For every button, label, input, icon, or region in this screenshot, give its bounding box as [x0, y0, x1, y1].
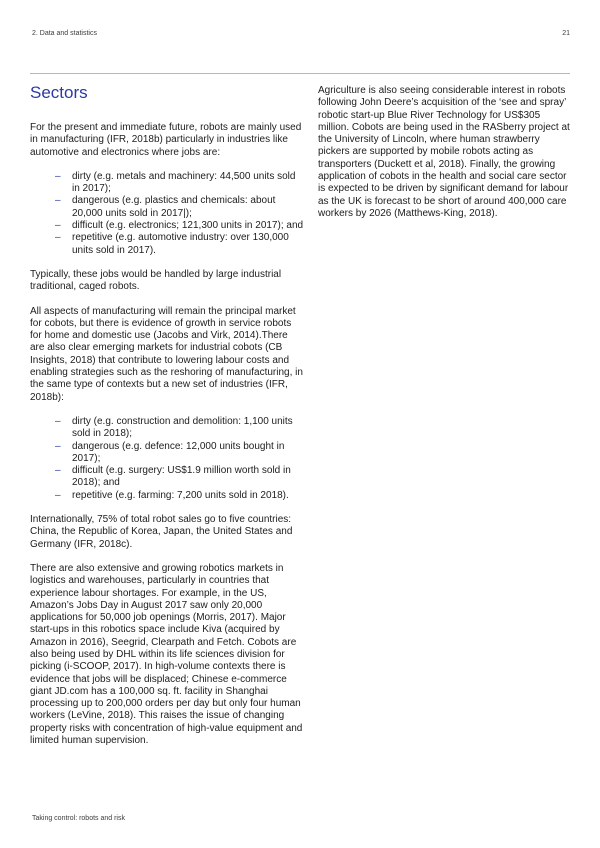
- dash-bullet: –: [55, 170, 61, 182]
- list-item-text: difficult (e.g. surgery: US$1.9 million worth sold in 2018); and: [72, 465, 291, 489]
- list-item: [30, 220, 304, 232]
- paragraph-typically: Typically, these jobs would be handled by large industrial traditional, caged robots.: [30, 268, 282, 293]
- bullet-list-2: [30, 416, 304, 502]
- list-item-text: dangerous (e.g. plastics and chemicals: about 20,000 units sold in 2017|);: [72, 195, 276, 219]
- dash-bullet: –: [55, 465, 61, 477]
- list-item-text: dirty (e.g. construction and demolition: 1,100 units sold in 2018);: [72, 415, 293, 440]
- list-item: [30, 490, 304, 502]
- page-content: [30, 82, 570, 759]
- list-item-text: difficult (e.g. electronics; 121,300 units in 2017); and: [72, 220, 304, 232]
- footer-title: Taking control: robots and risk: [32, 815, 125, 822]
- list-item: [30, 465, 304, 490]
- list-item: [30, 171, 304, 196]
- dash-bullet: –: [55, 195, 61, 207]
- paragraph-internationally: Internationally, 75% of total robot sales go to five countries: China, the Republic of Korea, Japan, the United States and Germany (IFR, 2018c).: [30, 514, 293, 550]
- header-section-label: 2. Data and statistics: [32, 30, 97, 37]
- list-item: [30, 441, 304, 466]
- list-item-text: repetitive (e.g. automotive industry: over 130,000 units sold in 2017).: [72, 232, 289, 256]
- list-item: [30, 232, 304, 257]
- paragraph-intro: For the present and immediate future, robots are mainly used in manufacturing (IFR, 2018b) particularly in industries like automotive and electronics where jobs are:: [30, 122, 302, 158]
- paragraph-logistics: There are also extensive and growing robotics markets in logistics and warehouses, particularly in countries that experience labour shortages. For example, in the US, Amazon’s Jobs Day in August 2017 saw only 20,000 applications for 50,000 job openings (Morris, 2017). Major start-ups in this robotics space include Kiva (acquired by Amazon in 2016), Seegrid, Clearpath and Fetch. Cobots are also being used by DHL within its life sciences division for picking (i-SCOOP, 2017). In high-volume contexts there is evidence that jobs will be displaced; Chinese e-commerce giant JD.com has a 100,000 sq. ft. facility in Shanghai processing up to 200,000 orders per day but only four human workers (LeVine, 2018). This raises the issue of changing property risks with concentration of high-value equipment and limited human supervision.: [30, 562, 303, 747]
- header-divider: [30, 73, 570, 74]
- dash-bullet: –: [55, 232, 61, 244]
- dash-bullet: –: [55, 489, 61, 501]
- list-item: [30, 195, 304, 220]
- paragraph-all-aspects: All aspects of manufacturing will remain the principal market for cobots, but there is evidence of growth in service robots for home and domestic use (Jacobs and Virk, 2014).There are also clear emerging markets for industrial cobots (CB Insights, 2018) that contribute to lowering labour costs and enabling strategies such as the reshoring of manufacturing, in the same type of contexts but a new set of industries (IFR, 2018b):: [30, 305, 303, 403]
- dash-bullet: –: [55, 220, 61, 232]
- list-item: [30, 416, 304, 441]
- page-number: 21: [562, 30, 570, 37]
- list-item-text: dangerous (e.g. defence: 12,000 units bought in 2017);: [72, 440, 285, 464]
- list-item-text: dirty (e.g. metals and machinery: 44,500 units sold in 2017);: [72, 170, 296, 195]
- left-column: [30, 82, 304, 759]
- page-title: Sectors: [30, 83, 88, 102]
- dash-bullet: –: [55, 415, 61, 427]
- right-column: [318, 82, 570, 759]
- bullet-list-1: [30, 171, 304, 257]
- dash-bullet: –: [55, 440, 61, 452]
- list-item-text: repetitive (e.g. farming: 7,200 units sold in 2018).: [72, 489, 289, 501]
- paragraph-agriculture: Agriculture is also seeing considerable interest in robots following John Deere’s acquisition of the ‘see and spray’ robotic start-up Blue River Technology for US$305 million. Cobots are being used in the RASberry project at the University of Lincoln, where human strawberry pickers are supported by mobile robots acting as transporters (Duckett et al, 2018). Finally, the growing application of cobots in the health and social care sector is expected to be driven by significant demand for labour as the UK is forecast to be short of around 400,000 care workers by 2026 (Matthews-King, 2018).: [318, 85, 570, 219]
